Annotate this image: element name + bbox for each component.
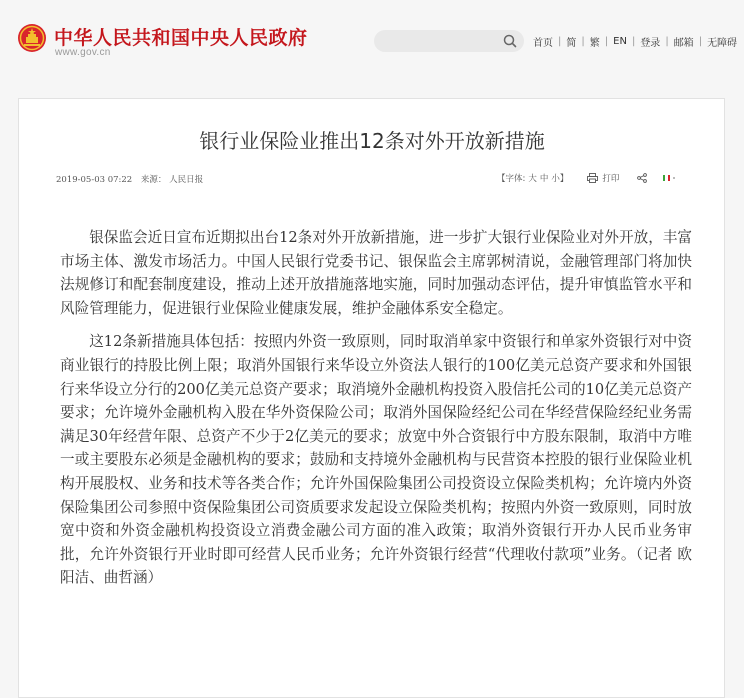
nav-login-link[interactable]: 登录 xyxy=(640,37,661,49)
font-size-medium[interactable]: 中 xyxy=(539,174,549,184)
nav-separator: | xyxy=(558,35,562,47)
source-name: 人民日报 xyxy=(169,175,204,185)
article-meta xyxy=(56,173,203,185)
nav-separator: | xyxy=(698,35,703,47)
flag-gray-mark xyxy=(673,177,675,179)
nav-accessibility-link[interactable]: 无障碍 xyxy=(707,37,738,49)
nav-separator: | xyxy=(581,35,585,47)
font-size-small[interactable]: 小】 xyxy=(551,174,569,184)
site-header xyxy=(0,0,744,84)
share-icon[interactable] xyxy=(637,173,647,183)
social-share-flags[interactable] xyxy=(663,175,678,181)
printer-icon xyxy=(587,173,598,183)
source-label: 来源： xyxy=(140,175,167,185)
article-body xyxy=(60,226,692,600)
site-domain: www.gov.cn xyxy=(55,47,111,58)
nav-separator: | xyxy=(665,35,669,47)
top-nav xyxy=(533,34,737,48)
search-icon[interactable] xyxy=(502,33,518,49)
flag-red-mark xyxy=(668,175,670,181)
article-tools xyxy=(497,172,678,184)
nav-separator: | xyxy=(631,35,636,47)
publish-date: 2019-05-03 07:22 xyxy=(56,175,133,185)
national-emblem-icon[interactable] xyxy=(17,23,47,53)
nav-simplified-link[interactable]: 简 xyxy=(566,37,577,49)
nav-separator: | xyxy=(604,35,609,47)
article-paragraph-1: 银保监会近日宣布近期拟出台12条对外开放新措施，进一步扩大银行业保险业对外开放，丰富市场主体、激发市场活力。中国人民银行党委书记、银保监会主席郭树清说，金融管理部门将加快法规修订和配套制度建设，推动上述开放措施落地实施，同时加强动态评估，提升审慎监管水平和风险管理能力，促进银行业保险业健康发展，维护金融体系安全稳定。 xyxy=(60,229,692,317)
font-size-selector xyxy=(497,172,571,184)
font-size-label: 【字体: xyxy=(497,174,526,184)
font-size-large[interactable]: 大 xyxy=(528,174,537,184)
print-button[interactable] xyxy=(587,172,619,184)
nav-mail-link[interactable]: 邮箱 xyxy=(673,37,694,49)
nav-home-link[interactable]: 首页 xyxy=(533,37,553,49)
nav-traditional-link[interactable]: 繁 xyxy=(589,37,600,49)
article-paragraph-2: 这12条新措施具体包括：按照内外资一致原则，同时取消单家中资银行和单家外资银行对中资商业银行的持股比例上限；取消外国银行来华设立外资法人银行的100亿美元总资产要求和外国银行来华设立分行的200亿美元总资产要求；取消境外金融机构投资入股信托公司的10亿美元总资产要求；允许境外金融机构入股在华外资保险公司；取消外国保险经纪公司在华经营保险经纪业务需满足30年经营年限、总资产不少于2亿美元的要求；放宽中外合资银行中方股东限制，取消中方唯一或主要股东必须是金融机构的要求；鼓励和支持境外金融机构与民营资本控股的银行业保险业机构开展股权、业务和技术等各类合作；允许外国保险集团公司投资设立保险类机构；允许境内外资保险集团公司参照中资保险集团公司资质要求发起设立保险类机构；按照内外资一致原则，同时放宽中资和外资金融机构投资设立消费金融公司方面的准入政策；取消外资银行开办人民币业务审批，允许外资银行开业时即可经营人民币业务；允许外资银行经营“代理收付款项”业务。（记者 欧阳洁、曲哲涵） xyxy=(60,333,692,587)
article-title: 银行业保险业推出12条对外开放新措施 xyxy=(199,129,545,153)
site-title[interactable]: 中华人民共和国中央人民政府 xyxy=(54,27,308,49)
nav-english-link[interactable]: EN xyxy=(613,35,627,47)
print-label: 打印 xyxy=(602,174,620,184)
flag-green-mark xyxy=(663,175,665,181)
